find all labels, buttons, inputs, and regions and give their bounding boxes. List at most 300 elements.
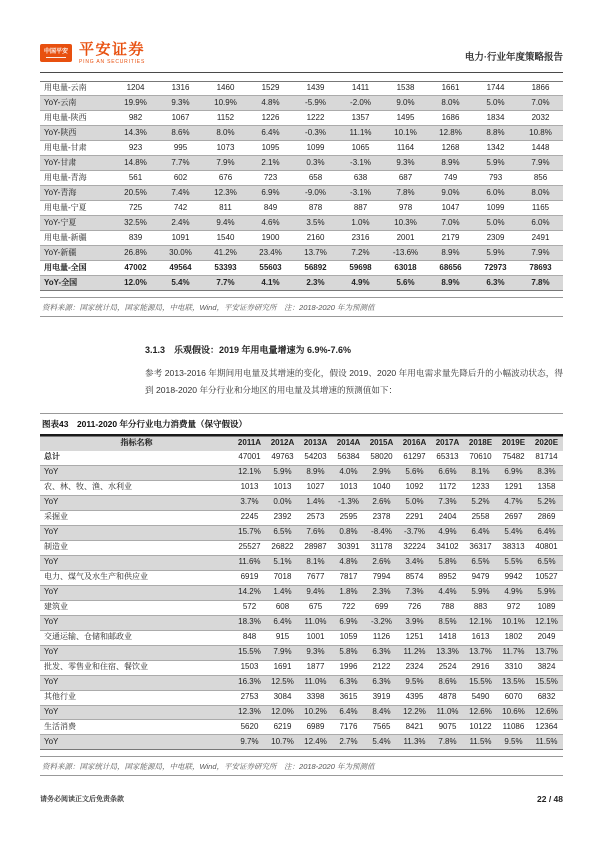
cell-value: 34102 <box>431 540 464 555</box>
cell-value: 915 <box>266 630 299 645</box>
cell-value: 9.3% <box>383 156 428 171</box>
cell-value: 12.6% <box>464 705 497 720</box>
cell-value: 30.0% <box>158 246 203 261</box>
cell-value: 1013 <box>266 480 299 495</box>
cell-value: 13.7% <box>464 645 497 660</box>
cell-value: 6.0% <box>518 216 563 231</box>
cell-value: 1691 <box>266 660 299 675</box>
cell-value: 7817 <box>332 570 365 585</box>
cell-value: 5.9% <box>266 465 299 480</box>
cell-value: 978 <box>383 201 428 216</box>
cell-value: 41.2% <box>203 246 248 261</box>
table-row <box>40 690 563 705</box>
cell-value: 13.7% <box>293 246 338 261</box>
table-row <box>40 171 563 186</box>
cell-value: 4.8% <box>332 555 365 570</box>
cell-value: 7176 <box>332 720 365 735</box>
cell-value: 1164 <box>383 141 428 156</box>
cell-value: 49564 <box>158 261 203 276</box>
cell-value: 14.2% <box>233 585 266 600</box>
cell-value: 726 <box>398 600 431 615</box>
cell-value: 32224 <box>398 540 431 555</box>
cell-value: 788 <box>431 600 464 615</box>
cell-value: 1686 <box>428 111 473 126</box>
cell-value: 8.0% <box>428 96 473 111</box>
cell-value: 923 <box>113 141 158 156</box>
cell-value: 38313 <box>497 540 530 555</box>
cell-value: 5.5% <box>497 555 530 570</box>
cell-value: 9.4% <box>299 585 332 600</box>
cell-value: 68656 <box>428 261 473 276</box>
table-row <box>40 111 563 126</box>
cell-value: 16.3% <box>233 675 266 690</box>
cell-value: 883 <box>464 600 497 615</box>
cell-value: 2.6% <box>365 495 398 510</box>
cell-value: 7.8% <box>431 735 464 750</box>
cell-value: 11.0% <box>299 675 332 690</box>
column-header: 2016A <box>402 438 427 448</box>
cell-value: -0.3% <box>293 126 338 141</box>
cell-value: 7565 <box>365 720 398 735</box>
cell-value: 1538 <box>396 83 415 93</box>
cell-value: 13.5% <box>497 675 530 690</box>
cell-value: 12.6% <box>530 705 563 720</box>
cell-value: 3.7% <box>233 495 266 510</box>
cell-value: 8.1% <box>464 465 497 480</box>
cell-value: 1067 <box>158 111 203 126</box>
cell-value: 5.0% <box>398 495 431 510</box>
cell-value: 12364 <box>530 720 563 735</box>
row-label: YoY <box>40 675 233 690</box>
cell-value: -13.6% <box>383 246 428 261</box>
logo-box-divider <box>46 57 66 59</box>
logo-wordmark <box>79 42 145 65</box>
cell-value: 1613 <box>464 630 497 645</box>
cell-value: 13.7% <box>530 645 563 660</box>
cell-value: 6.4% <box>266 615 299 630</box>
table-row <box>40 451 563 465</box>
row-label: YoY <box>40 585 233 600</box>
cell-value: 13.3% <box>431 645 464 660</box>
cell-value: 6.9% <box>248 186 293 201</box>
cell-value: 10.3% <box>383 216 428 231</box>
cell-value: 1204 <box>126 83 145 93</box>
table-row <box>40 261 563 276</box>
table-row <box>40 645 563 660</box>
cell-value: 1877 <box>299 660 332 675</box>
cell-value: 28987 <box>299 540 332 555</box>
row-label: 建筑业 <box>40 600 233 615</box>
cell-value: 572 <box>233 600 266 615</box>
cell-value: 658 <box>293 171 338 186</box>
cell-value: 848 <box>233 630 266 645</box>
cell-value: 878 <box>293 201 338 216</box>
cell-value: 8.5% <box>431 615 464 630</box>
cell-value: 20.5% <box>113 186 158 201</box>
cell-value: 10.9% <box>203 96 248 111</box>
table-row <box>40 720 563 735</box>
cell-value: 81714 <box>535 452 558 462</box>
cell-value: 2324 <box>398 660 431 675</box>
cell-value: 602 <box>158 171 203 186</box>
row-label: 用电量-陕西 <box>40 111 113 126</box>
cell-value: 40801 <box>530 540 563 555</box>
cell-value: 8.8% <box>473 126 518 141</box>
cell-value: 887 <box>338 201 383 216</box>
cell-value: 10122 <box>464 720 497 735</box>
cell-value: 8.3% <box>530 465 563 480</box>
column-header: 2015A <box>369 438 394 448</box>
cell-value: -2.0% <box>338 96 383 111</box>
cell-value: 7.9% <box>203 156 248 171</box>
cell-value: 6.6% <box>431 465 464 480</box>
row-label: YoY <box>40 495 233 510</box>
cell-value: 15.5% <box>233 645 266 660</box>
cell-value: 1316 <box>171 83 190 93</box>
row-label: 用电量-甘肃 <box>40 141 113 156</box>
cell-value: 6.3% <box>473 276 518 291</box>
row-label: YoY <box>40 465 233 480</box>
cell-value: 5.4% <box>497 525 530 540</box>
cell-value: 56384 <box>337 452 360 462</box>
cell-value: 2491 <box>518 231 563 246</box>
cell-value: 1013 <box>233 480 266 495</box>
cell-value: 7.0% <box>518 96 563 111</box>
cell-value: 12.3% <box>203 186 248 201</box>
cell-value: 7994 <box>365 570 398 585</box>
cell-value: 6.3% <box>365 675 398 690</box>
table-row <box>40 81 563 96</box>
cell-value: 7.8% <box>383 186 428 201</box>
cell-value: -3.2% <box>365 615 398 630</box>
cell-value: 1.0% <box>338 216 383 231</box>
cell-value: 5.9% <box>464 585 497 600</box>
row-label: 用电量-云南 <box>44 83 87 93</box>
cell-value: 11.5% <box>464 735 497 750</box>
cell-value: 11.3% <box>398 735 431 750</box>
cell-value: -9.0% <box>293 186 338 201</box>
cell-value: 6.9% <box>332 615 365 630</box>
cell-value: 1448 <box>518 141 563 156</box>
table-row <box>40 231 563 246</box>
cell-value: 1540 <box>203 231 248 246</box>
row-label: YoY-宁夏 <box>40 216 113 231</box>
cell-value: 6.4% <box>464 525 497 540</box>
cell-value: 1222 <box>293 111 338 126</box>
cell-value: 7.2% <box>338 246 383 261</box>
cell-value: 72973 <box>473 261 518 276</box>
row-label: YoY <box>40 735 233 750</box>
cell-value: 15.7% <box>233 525 266 540</box>
cell-value: 9479 <box>464 570 497 585</box>
cell-value: 12.8% <box>428 126 473 141</box>
cell-value: 6.4% <box>332 705 365 720</box>
cell-value: 19.9% <box>113 96 158 111</box>
cell-value: 8.6% <box>431 675 464 690</box>
cell-value: -3.1% <box>338 156 383 171</box>
cell-value: 1059 <box>332 630 365 645</box>
row-label: 用电量-宁夏 <box>40 201 113 216</box>
cell-value: 2.4% <box>158 216 203 231</box>
cell-value: 11086 <box>497 720 530 735</box>
cell-value: 78693 <box>518 261 563 276</box>
table-row <box>40 510 563 525</box>
cell-value: 2.9% <box>365 465 398 480</box>
footer-disclaimer: 请务必阅读正文后免责条款 <box>40 796 124 803</box>
cell-value: 2122 <box>365 660 398 675</box>
column-header: 2012A <box>270 438 295 448</box>
cell-value: 1529 <box>261 83 280 93</box>
cell-value: 972 <box>497 600 530 615</box>
cell-value: 6219 <box>266 720 299 735</box>
cell-value: 5.9% <box>530 585 563 600</box>
pingan-logo <box>40 42 145 65</box>
cell-value: 1099 <box>293 141 338 156</box>
cell-value: 0.3% <box>293 156 338 171</box>
cell-value: 722 <box>332 600 365 615</box>
cell-value: 23.4% <box>248 246 293 261</box>
cell-value: 6.5% <box>530 555 563 570</box>
cell-value: 2316 <box>338 231 383 246</box>
table-row <box>40 141 563 156</box>
cell-value: 1092 <box>398 480 431 495</box>
cell-value: 11.7% <box>497 645 530 660</box>
cell-value: 638 <box>338 171 383 186</box>
table-header-row <box>40 436 563 450</box>
row-label: 其他行业 <box>40 690 233 705</box>
row-label: 交通运输、仓储和邮政业 <box>40 630 233 645</box>
table-row <box>40 615 563 630</box>
logo-name-cn: 平安证券 <box>79 41 146 58</box>
cell-value: 9.0% <box>383 96 428 111</box>
table-row <box>40 705 563 720</box>
cell-value: 3084 <box>266 690 299 705</box>
cell-value: 31178 <box>365 540 398 555</box>
table-row <box>40 186 563 201</box>
cell-value: 1165 <box>518 201 563 216</box>
cell-value: 1233 <box>464 480 497 495</box>
cell-value: 8952 <box>431 570 464 585</box>
cell-value: 4.4% <box>431 585 464 600</box>
table-row <box>40 540 563 555</box>
cell-value: 2378 <box>365 510 398 525</box>
cell-value: 5.9% <box>473 246 518 261</box>
cell-value: 36317 <box>464 540 497 555</box>
row-label: 批发、零售业和住宿、餐饮业 <box>40 660 233 675</box>
cell-value: 6832 <box>530 690 563 705</box>
regional-consumption-table <box>40 81 563 292</box>
cell-value: 6.9% <box>497 465 530 480</box>
cell-value: 7.8% <box>518 276 563 291</box>
cell-value: 1802 <box>497 630 530 645</box>
logo-name-en: PING AN SECURITIES <box>79 58 146 65</box>
table-row <box>40 735 563 750</box>
cell-value: -3.7% <box>398 525 431 540</box>
row-label: YoY-新疆 <box>40 246 113 261</box>
cell-value: 2753 <box>233 690 266 705</box>
cell-value: 1152 <box>203 111 248 126</box>
cell-value: 32.5% <box>113 216 158 231</box>
cell-value: 982 <box>113 111 158 126</box>
table-row <box>40 156 563 171</box>
cell-value: 6919 <box>233 570 266 585</box>
cell-value: 1172 <box>431 480 464 495</box>
cell-value: 6.0% <box>473 186 518 201</box>
cell-value: 4395 <box>398 690 431 705</box>
cell-value: 676 <box>203 171 248 186</box>
cell-value: 2573 <box>299 510 332 525</box>
row-label: 用电量-新疆 <box>40 231 113 246</box>
cell-value: 14.3% <box>113 126 158 141</box>
cell-value: 1251 <box>398 630 431 645</box>
cell-value: 7.6% <box>299 525 332 540</box>
cell-value: 4.0% <box>332 465 365 480</box>
row-label: YoY-陕西 <box>40 126 113 141</box>
table-row <box>40 216 563 231</box>
cell-value: 793 <box>473 171 518 186</box>
row-label: 生活消费 <box>40 720 233 735</box>
cell-value: 9.5% <box>398 675 431 690</box>
cell-value: 10.2% <box>299 705 332 720</box>
row-label: 用电量-青海 <box>40 171 113 186</box>
cell-value: 9.3% <box>158 96 203 111</box>
cell-value: 5.6% <box>383 276 428 291</box>
cell-value: 1268 <box>428 141 473 156</box>
cell-value: 10.8% <box>518 126 563 141</box>
cell-value: 1.8% <box>332 585 365 600</box>
table-row <box>40 246 563 261</box>
cell-value: 2595 <box>332 510 365 525</box>
row-label: 采掘业 <box>40 510 233 525</box>
row-label: YoY <box>40 525 233 540</box>
cell-value: 54203 <box>304 452 327 462</box>
cell-value: 4.1% <box>248 276 293 291</box>
cell-value: 26822 <box>266 540 299 555</box>
cell-value: 4.9% <box>338 276 383 291</box>
cell-value: 15.5% <box>464 675 497 690</box>
cell-value: 5620 <box>233 720 266 735</box>
cell-value: 1411 <box>351 83 370 93</box>
cell-value: -8.4% <box>365 525 398 540</box>
cell-value: 56892 <box>293 261 338 276</box>
cell-value: 849 <box>248 201 293 216</box>
cell-value: 59698 <box>338 261 383 276</box>
cell-value: 4.8% <box>248 96 293 111</box>
cell-value: 2524 <box>431 660 464 675</box>
cell-value: 1226 <box>248 111 293 126</box>
cell-value: 6.5% <box>266 525 299 540</box>
cell-value: 4878 <box>431 690 464 705</box>
row-label: 总计 <box>44 452 60 462</box>
cell-value: 2049 <box>530 630 563 645</box>
table-row <box>40 600 563 615</box>
cell-value: 10.1% <box>497 615 530 630</box>
cell-value: 7.3% <box>431 495 464 510</box>
cell-value: 11.5% <box>530 735 563 750</box>
cell-value: 7018 <box>266 570 299 585</box>
cell-value: 7.7% <box>203 276 248 291</box>
cell-value: 5.8% <box>332 645 365 660</box>
cell-value: 5.1% <box>266 555 299 570</box>
cell-value: 12.1% <box>464 615 497 630</box>
cell-value: 2291 <box>398 510 431 525</box>
cell-value: 2392 <box>266 510 299 525</box>
cell-value: 9075 <box>431 720 464 735</box>
cell-value: 1744 <box>486 83 505 93</box>
cell-value: 7.4% <box>158 186 203 201</box>
cell-value: 8.0% <box>203 126 248 141</box>
logo-box-text: 中国平安 <box>43 48 68 55</box>
cell-value: 1900 <box>248 231 293 246</box>
cell-value: 561 <box>113 171 158 186</box>
cell-value: 8.0% <box>518 186 563 201</box>
cell-value: 3310 <box>497 660 530 675</box>
table-row <box>40 495 563 510</box>
cell-value: 6.3% <box>332 675 365 690</box>
cell-value: 742 <box>158 201 203 216</box>
cell-value: 5.2% <box>464 495 497 510</box>
cell-value: -1.3% <box>332 495 365 510</box>
cell-value: 2558 <box>464 510 497 525</box>
table-row <box>40 630 563 645</box>
cell-value: 1095 <box>248 141 293 156</box>
row-label: 农、林、牧、渔、水利业 <box>40 480 233 495</box>
cell-value: 1065 <box>338 141 383 156</box>
cell-value: 61297 <box>403 452 426 462</box>
cell-value: 1342 <box>473 141 518 156</box>
cell-value: 839 <box>113 231 158 246</box>
cell-value: 1357 <box>338 111 383 126</box>
cell-value: 6989 <box>299 720 332 735</box>
cell-value: 55603 <box>248 261 293 276</box>
cell-value: 12.5% <box>266 675 299 690</box>
cell-value: 2916 <box>464 660 497 675</box>
cell-value: 5.6% <box>398 465 431 480</box>
cell-value: 2404 <box>431 510 464 525</box>
cell-value: 9.7% <box>233 735 266 750</box>
cell-value: 723 <box>248 171 293 186</box>
cell-value: 2245 <box>233 510 266 525</box>
cell-value: 2869 <box>530 510 563 525</box>
cell-value: 12.0% <box>266 705 299 720</box>
cell-value: 1089 <box>530 600 563 615</box>
cell-value: 14.8% <box>113 156 158 171</box>
cell-value: 8.9% <box>428 276 473 291</box>
cell-value: 25527 <box>233 540 266 555</box>
cell-value: -3.1% <box>338 186 383 201</box>
cell-value: 11.2% <box>398 645 431 660</box>
cell-value: 1439 <box>306 83 325 93</box>
table-row <box>40 570 563 585</box>
cell-value: 2.3% <box>365 585 398 600</box>
row-label: YoY-甘肃 <box>40 156 113 171</box>
cell-value: 9.4% <box>203 216 248 231</box>
row-label: 电力、煤气及水生产和供应业 <box>40 570 233 585</box>
cell-value: 1866 <box>531 83 550 93</box>
cell-value: 2309 <box>473 231 518 246</box>
cell-value: 8.1% <box>299 555 332 570</box>
cell-value: 70610 <box>469 452 492 462</box>
cell-value: 30391 <box>332 540 365 555</box>
cell-value: -5.9% <box>293 96 338 111</box>
cell-value: 10.6% <box>497 705 530 720</box>
row-label: 用电量-全国 <box>40 261 113 276</box>
cell-value: 1013 <box>332 480 365 495</box>
column-header: 2011A <box>237 438 262 448</box>
cell-value: 1418 <box>431 630 464 645</box>
cell-value: 8.9% <box>428 156 473 171</box>
cell-value: 1834 <box>473 111 518 126</box>
